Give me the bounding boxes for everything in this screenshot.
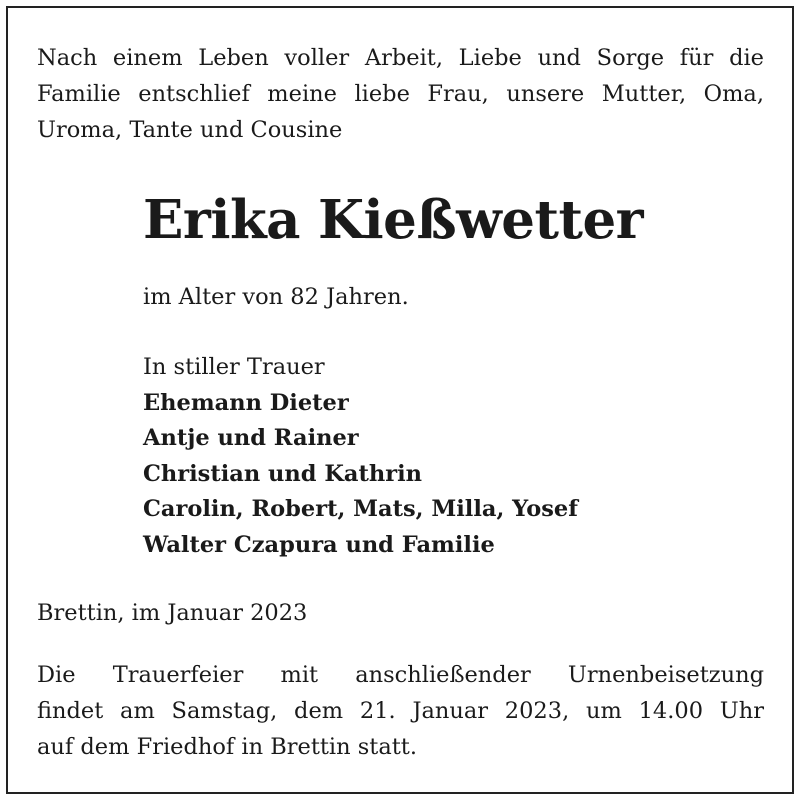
mourners-heading: In stiller Trauer bbox=[143, 354, 325, 380]
mourner-name: Ehemann Dieter bbox=[143, 390, 349, 416]
service-line-1: Die Trauerfeier mit anschließender Urnenbeisetzung bbox=[37, 662, 764, 688]
mourner-name: Antje und Rainer bbox=[143, 425, 359, 451]
mourner-name: Walter Czapura und Familie bbox=[143, 532, 495, 558]
intro-line-1: Nach einem Leben voller Arbeit, Liebe und Sorge für die bbox=[37, 45, 764, 71]
service-line-2: findet am Samstag, dem 21. Januar 2023, um 14.00 Uhr bbox=[37, 698, 764, 724]
service-line-3: auf dem Friedhof in Brettin statt. bbox=[37, 734, 417, 760]
age-text: im Alter von 82 Jahren. bbox=[143, 284, 409, 310]
mourner-name: Christian und Kathrin bbox=[143, 461, 422, 487]
mourner-name: Carolin, Robert, Mats, Milla, Yosef bbox=[143, 496, 578, 522]
place-date: Brettin, im Januar 2023 bbox=[37, 600, 308, 626]
intro-line-2: Familie entschlief meine liebe Frau, unsere Mutter, Oma, bbox=[37, 81, 764, 107]
deceased-name: Erika Kießwetter bbox=[143, 189, 644, 251]
intro-line-3: Uroma, Tante und Cousine bbox=[37, 117, 343, 143]
